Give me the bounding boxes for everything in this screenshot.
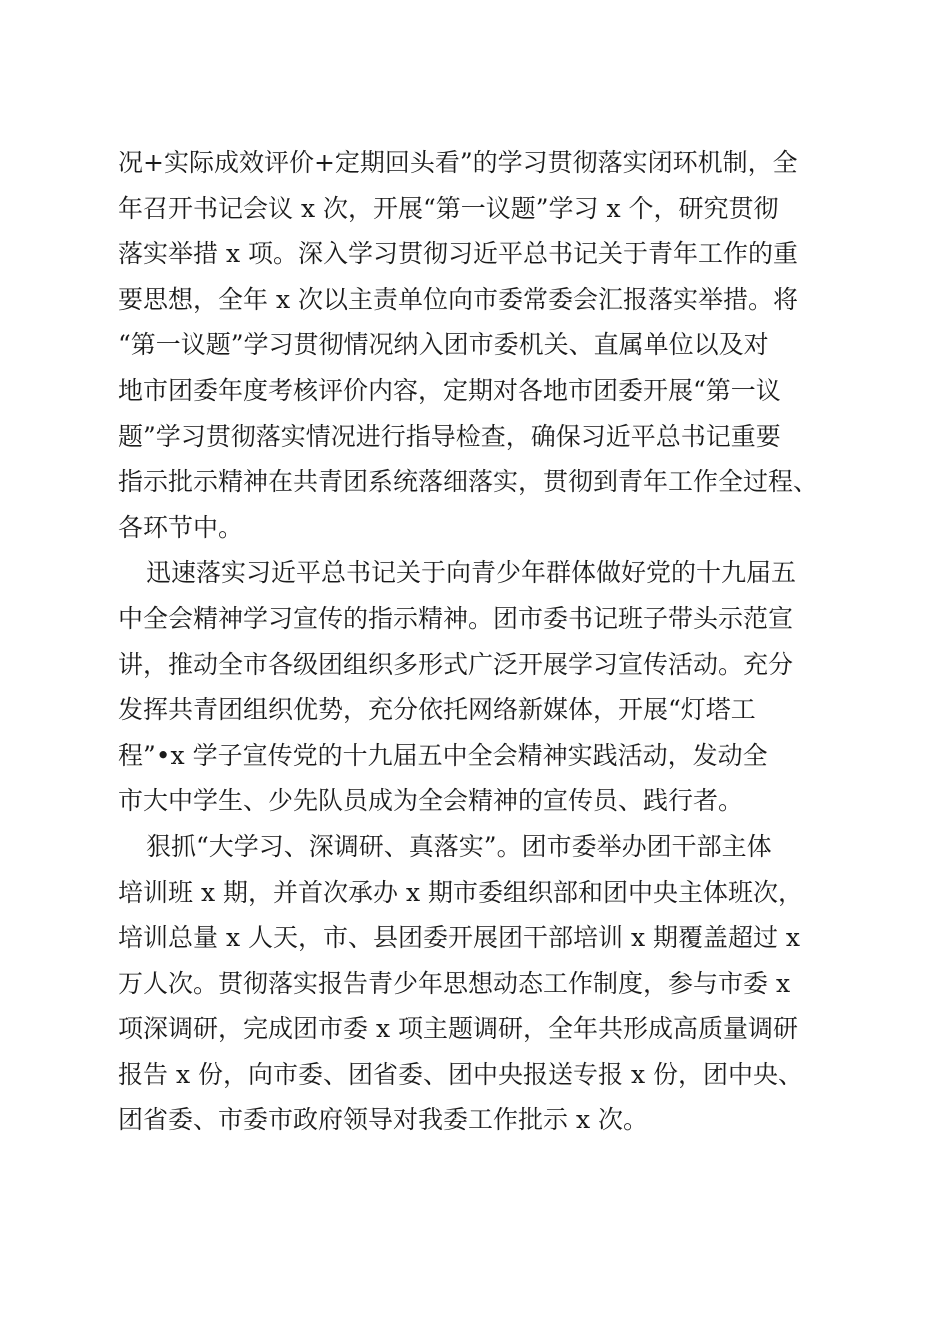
text-line: “第一议题”学习贯彻情况纳入团市委机关、直属单位以及对 (118, 330, 769, 360)
text-line: 题”学习贯彻落实情况进行指导检查，确保习近平总书记重要 (118, 421, 781, 451)
text-line: 指示批示精神在共青团系统落细落实，贯彻到青年工作全过程、 (118, 467, 819, 497)
text-line: 程”•x 学子宣传党的十九届五中全会精神实践活动，发动全 (118, 740, 768, 770)
text-line: 万人次。贯彻落实报告青少年思想动态工作制度，参与市委 x (118, 968, 791, 998)
text-line: 地市团委年度考核评价内容，定期对各地市团委开展“第一议 (118, 375, 781, 405)
text-line: 发挥共青团组织优势，充分依托网络新媒体，开展“灯塔工 (118, 695, 756, 725)
paragraph-3 (118, 824, 858, 1143)
text-line: 各环节中。 (118, 512, 244, 542)
text-line: 年召开书记会议 x 次，开展“第一议题”学习 x 个，研究贯彻 (118, 193, 779, 223)
text-line: 市大中学生、少先队员成为全会精神的宣传员、践行者。 (118, 786, 744, 816)
text-line: 中全会精神学习宣传的指示精神。团市委书记班子带头示范宣 (118, 603, 794, 633)
text-line: 狠抓“大学习、深调研、真落实”。团市委举办团干部主体 (146, 831, 772, 861)
text-line: 迅速落实习近平总书记关于向青少年群体做好党的十九届五 (146, 558, 797, 588)
text-line: 培训总量 x 人天，市、县团委开展团干部培训 x 期覆盖超过 x (118, 923, 801, 953)
text-line: 报告 x 份，向市委、团省委、团中央报送专报 x 份，团中央、 (118, 1059, 803, 1089)
text-line: 要思想，全年 x 次以主责单位向市委常委会汇报落实举措。将 (118, 284, 798, 314)
text-line: 团省委、市委市政府领导对我委工作批示 x 次。 (118, 1105, 648, 1135)
text-line: 讲，推动全市各级团组织多形式广泛开展学习宣传活动。充分 (118, 649, 794, 679)
document-body (118, 140, 858, 1143)
paragraph-1 (118, 140, 858, 550)
text-line: 培训班 x 期，并首次承办 x 期市委组织部和团中央主体班次， (118, 877, 803, 907)
text-line: 落实举措 x 项。深入学习贯彻习近平总书记关于青年工作的重 (118, 239, 798, 269)
paragraph-2 (118, 550, 858, 824)
text-line: 项深调研，完成团市委 x 项主题调研，全年共形成高质量调研 (118, 1014, 798, 1044)
text-line: 况+实际成效评价+定期回头看”的学习贯彻落实闭环机制，全 (118, 148, 798, 177)
